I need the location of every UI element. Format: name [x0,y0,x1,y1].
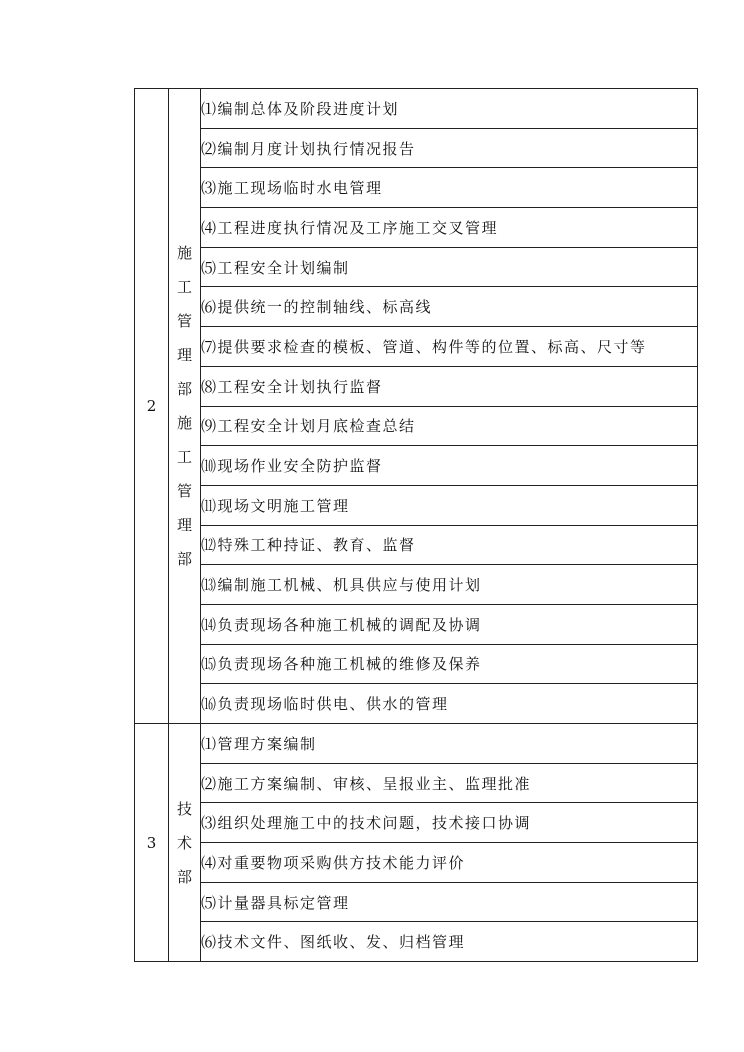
task-item: ⑿特殊工种持证、教育、监督 [201,525,698,565]
table-row [135,644,698,684]
section-number: 2 [135,89,169,724]
table-row [135,287,698,327]
table-row [135,485,698,525]
department-cell [169,89,201,724]
table-row [135,446,698,486]
table-row [135,843,698,883]
task-item: ⒂负责现场各种施工机械的维修及保养 [201,644,698,684]
task-item: ⒀编制施工机械、机具供应与使用计划 [201,565,698,605]
task-item: ⑴管理方案编制 [201,724,698,764]
table-row [135,724,698,764]
table-row [135,366,698,406]
table-row [135,922,698,962]
task-item: ⑾现场文明施工管理 [201,485,698,525]
table-row [135,525,698,565]
table-row [135,882,698,922]
task-item: ⑻工程安全计划执行监督 [201,366,698,406]
task-item: ⑵施工方案编制、审核、呈报业主、监理批准 [201,763,698,803]
task-item: ⑸计量器具标定管理 [201,882,698,922]
task-item: ⑼工程安全计划月底检查总结 [201,406,698,446]
table-row [135,89,698,129]
task-item: ⑵编制月度计划执行情况报告 [201,128,698,168]
responsibility-table [134,88,698,962]
table-row [135,565,698,605]
table-row [135,168,698,208]
task-item: ⑷工程进度执行情况及工序施工交叉管理 [201,208,698,248]
task-item: ⑹提供统一的控制轴线、标高线 [201,287,698,327]
department-name: 技术部 [176,799,192,886]
table-row [135,208,698,248]
section-number: 3 [135,724,169,962]
department-cell [169,724,201,962]
task-item: ⑹技术文件、图纸收、发、归档管理 [201,922,698,962]
task-item: ⑷对重要物项采购供方技术能力评价 [201,843,698,883]
task-item: ⑶施工现场临时水电管理 [201,168,698,208]
task-item: ⑸工程安全计划编制 [201,247,698,287]
department-name: 施工管理部施工管理部 [176,244,192,568]
table-row [135,604,698,644]
task-item: ⑽现场作业安全防护监督 [201,446,698,486]
table-body [135,89,698,962]
table-row [135,128,698,168]
table-row [135,327,698,367]
table-row [135,803,698,843]
task-item: ⑶组织处理施工中的技术问题，技术接口协调 [201,803,698,843]
table-row [135,684,698,724]
task-item: ⑴编制总体及阶段进度计划 [201,89,698,129]
task-item: ⒁负责现场各种施工机械的调配及协调 [201,604,698,644]
table-row [135,406,698,446]
task-item: ⒃负责现场临时供电、供水的管理 [201,684,698,724]
table-row [135,763,698,803]
table-row [135,247,698,287]
task-item: ⑺提供要求检查的模板、管道、构件等的位置、标高、尺寸等 [201,327,698,367]
